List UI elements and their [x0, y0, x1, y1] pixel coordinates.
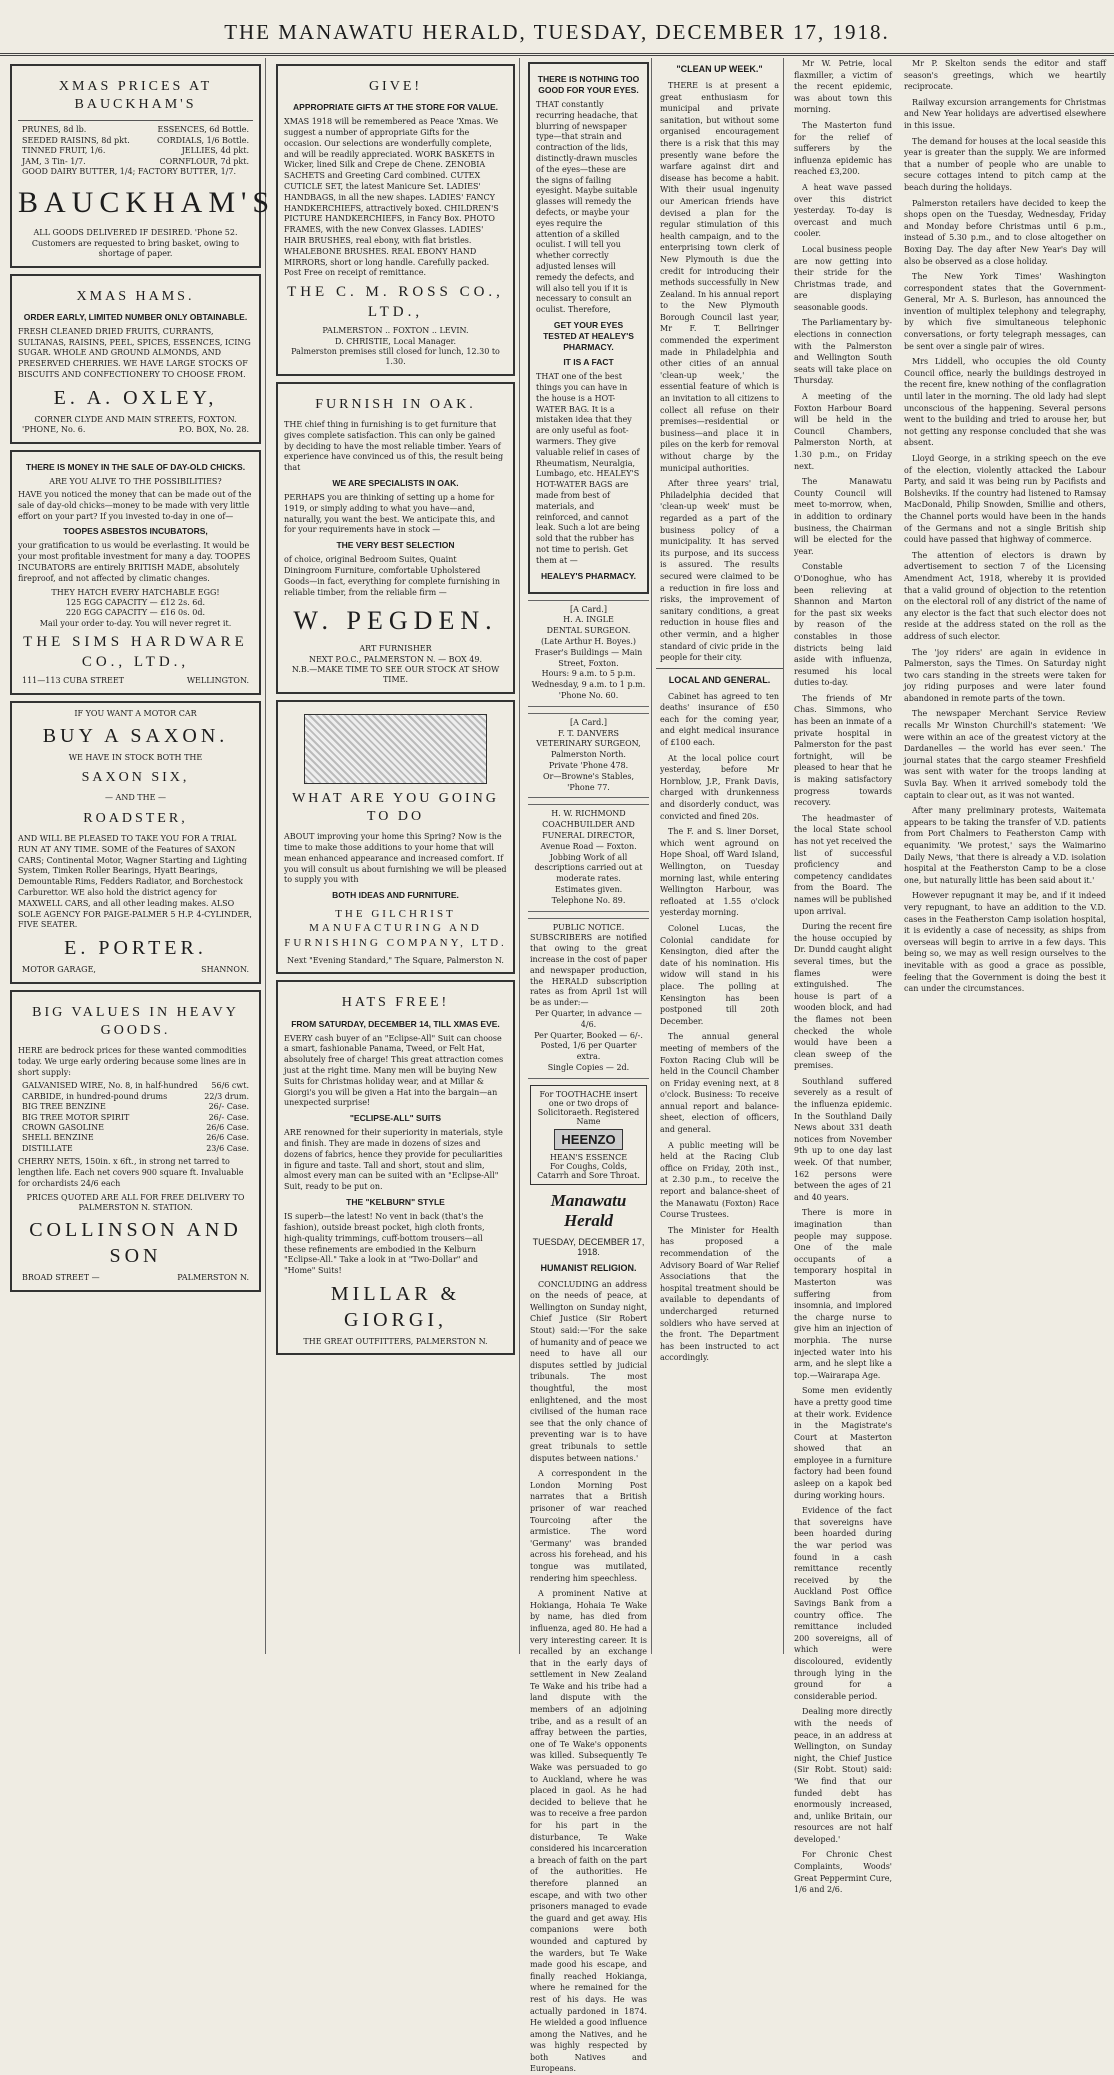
- millar-name: MILLAR & GIORGI,: [330, 1282, 461, 1331]
- column-5: [790, 58, 896, 1895]
- sims-body-2: your gratification to us would be everlasting. It would be your most profitable investment for many a day. TOOPES INCUBATORS are entirely BRITISH MADE, absolutely fireproof, and not affected by climatic changes.: [18, 541, 251, 583]
- paragraph: Mr W. Petrie, local flaxmiller, a victim of the recent epidemic, was about town this morning.: [794, 59, 892, 115]
- sims-ad: [10, 450, 261, 695]
- notice-title: PUBLIC NOTICE.: [552, 922, 625, 932]
- porter-roadster: ROADSTER,: [83, 810, 188, 826]
- price-row: BIG TREE MOTOR SPIRIT 26/- Case.: [22, 1112, 249, 1122]
- porter-caption: IF YOU WANT A MOTOR CAR: [74, 708, 197, 718]
- millar-body-3: IS superb—the latest! No vent in back (that's the fashion), outside breast pocket, high cloth fronts, high-quality trimmings, cuff-bottom trousers—all these refinements are embodied in the Kelburn "Eclipse-All." Take a look in at "Two-Dollar" and "Home" Suits!: [284, 1212, 485, 1276]
- richmond-trade: COACHBUILDER AND FUNERAL DIRECTOR,: [542, 820, 635, 840]
- pegden-address: NEXT P.O.C., PALMERSTON N. — BOX 49.: [308, 654, 483, 664]
- price-row: SEEDED RAISINS, 8d pkt. CORDIALS, 1/6 Bottle.: [22, 135, 249, 145]
- sims-mail: Mail your order to-day. You will never regret it.: [39, 618, 232, 628]
- ross-ad: [276, 64, 515, 376]
- oxley-subtitle: ORDER EARLY, LIMITED NUMBER ONLY OBTAINABLE.: [23, 311, 248, 322]
- pegden-note: N.B.—MAKE TIME TO SEE OUR STOCK AT SHOW TIME.: [291, 664, 500, 685]
- sims-price-1: 125 EGG CAPACITY — £12 2s. 6d.: [65, 597, 206, 607]
- porter-body: AND WILL BE PLEASED TO TAKE YOU FOR A TRIAL RUN AT ANY TIME. SOME of the Features of SAXON CARS; Continental Motor, Wagner Starting and Lighting System, Timken Roller Bearings, Hyatt Bearings, Demountable Rims, Fedders Radiator, and Borchestock Carburettor. WE also hold the district agency for MAXWELL CARS, and all other leading makes. ALSO SOLE AGENCY FOR PAIGE-PALMER 5 H.P. 4-CYLINDER, FIVE SEATER.: [18, 834, 252, 930]
- newspaper-title: THE MANAWATU HERALD, TUESDAY, DECEMBER 17, 1918.: [224, 20, 890, 44]
- paragraph: The demand for houses at the local seaside this year is greater than the supply. We are informed that a number of people who are unable to secure cottages intend to pitch camp at the beach during the holidays.: [904, 136, 1106, 192]
- paragraph: The friends of Mr Chas. Simmons, who has been an inmate of a private hospital in Palmerston for the past fortnight, will be pleased to hear that he is making satisfactory progress towards recovery.: [794, 693, 892, 808]
- price-row: DISTILLATE 23/6 Case.: [22, 1143, 249, 1153]
- paragraph: Palmerston retailers have decided to keep the shops open on the Tuesday, Wednesday, Friday and Monday before Christmas until 6 p.m., instead of 5.30 p.m., and to close altogether on Boxing Day. The day after New Year's Day will also be observed as a close holiday.: [904, 198, 1106, 266]
- masthead: [0, 0, 1114, 56]
- porter-six: SAXON SIX,: [81, 770, 190, 786]
- richmond-phone: Telephone No. 89.: [551, 895, 626, 905]
- millar-title: HATS FREE!: [341, 995, 450, 1011]
- danvers-trade: VETERINARY SURGEON,: [536, 739, 641, 749]
- sims-price-2: 220 EGG CAPACITY — £16 0s. 0d.: [65, 608, 206, 618]
- ingle-hours: Hours: 9 a.m. to 5 p.m. Wednesday, 9 a.m. to 1 p.m.: [531, 669, 646, 690]
- column-6: [900, 58, 1110, 1654]
- paragraph: A heat wave passed over this district yesterday. To-day is overcast and much cooler.: [794, 182, 892, 239]
- danvers-town: Palmerston North.: [551, 750, 626, 760]
- healey-caption: GET YOUR EYES TESTED AT HEALEY'S PHARMACY.: [543, 320, 634, 353]
- danvers-alt-phone: Or—Browne's Stables, 'Phone 77.: [542, 771, 634, 792]
- millar-body: EVERY cash buyer of an "Eclipse-All" Suit can choose a smart, fashionable Panama, Tweed, or Felt Hat, absolutely free of charge! This great attraction comes just at the right time. Many men will be buying New Suits for Christmas holiday wear, and at Millar & Giorgi's you will be given a Hat into the bargain—an unexpected surprise!: [284, 1033, 504, 1108]
- healey-body: THAT constantly recurring headache, that blurring of newspaper type—that strain and contraction of the lids, distinctly-drawn muscles of the eyes—these are the signs of failing eyesight. Maybe suitable glasses will remedy the defects, or maybe your eyes require the attention of a skilled oculist. I will tell you whether correctly adjusted lenses will remedy the defects, and will also tell you if it is necessary to consult an oculist. Therefore,: [536, 100, 638, 315]
- porter-address: MOTOR GARAGE, SHANNON.: [22, 965, 249, 975]
- porter-and: — AND THE —: [105, 793, 166, 803]
- collinson-cherry: CHERRY NETS, 150in. x 6ft., in strong net tarred to lengthen life. Each net covers 900 square ft. Invaluable for orchardists 24/6 each: [18, 1157, 244, 1188]
- paragraph: The Masterton fund for the relief of sufferers by the influenza epidemic has reached £3,200.: [794, 120, 892, 177]
- ingle-late: (Late Arthur H. Boyes.): [541, 637, 636, 646]
- paragraph: During the recent fire the house occupied by Dr. Dundd caught alight several times, but the flames were extinguished. The house is part of a wooden block, and had the flames not been checked the whole would have been a clean sweep of the premises.: [794, 922, 892, 1071]
- gilchrist-title: WHAT ARE YOU GOING TO DO: [292, 790, 499, 824]
- paragraph: Lloyd George, in a striking speech on the eve of the election, violently attacked the Labour Party, and said it was being run by Pacifists and Bolsheviks. If the country had listened to Ramsay MacDonald, Philip Snowden, Smillie and others, the Channel ports would have been in the hands of the Germans and not a single British ship could have passed that highway of commerce.: [904, 454, 1106, 545]
- richmond-ad: [528, 804, 649, 911]
- paragraph: The Manawatu County Council will meet to-morrow, when, in addition to ordinary business, the Chairman will be elected for the year.: [794, 477, 892, 556]
- toothache-title: For TOOTHACHE insert: [539, 1089, 638, 1099]
- collinson-intro: HERE are bedrock prices for these wanted commodities today. We urge early ordering because some lines are in short supply:: [18, 1046, 247, 1077]
- gilchrist-ad: [276, 700, 515, 975]
- paragraph: Mrs Liddell, who occupies the old County Council office, nearly the buildings destroyed in the recent fire, knew nothing of the conflagration until later in the morning. The old lady had slept unconscious of the happening. Several persons went to the building and tried to arouse her, but not getting any response concluded that she was absent.: [904, 357, 1106, 448]
- paragraph: The headmaster of the local State school has not yet received the list of successful proficiency and competency candidates from the Board. The names will be published upon arrival.: [794, 813, 892, 916]
- paragraph: A public meeting will be held at the Racing Club office on Friday, 20th inst., at 2.30 p.m., to receive the report and balance-sheet of the Manawatu (Foxton) Race Course Trustees.: [660, 1140, 779, 1220]
- paragraph: Cabinet has agreed to ten deaths' insurance of £50 each for the coming year, and eight medical insurance of £100 each.: [660, 691, 779, 748]
- danvers-card: [528, 713, 649, 799]
- paragraph: Colonel Lucas, the Colonial candidate for Kensington, died after the date of his nomination. His widow will stand in his place. The polling at Kensington has been postponed till 20th December.: [660, 923, 779, 1026]
- paragraph: The 'joy riders' are again in evidence in Palmerston, says the Times. On Saturday night two cars standing in the streets were taken for joy riding purposes and were later found abandoned in remote parts of the town.: [904, 647, 1106, 703]
- richmond-estimates: Estimates given.: [554, 884, 623, 894]
- price-row: GOOD DAIRY BUTTER, 1/4; FACTORY BUTTER, 1/7.: [22, 166, 236, 176]
- gilchrist-caption: BOTH IDEAS AND FURNITURE.: [332, 890, 459, 901]
- cleanup-heading: "CLEAN UP WEEK.": [676, 64, 763, 74]
- divider: [656, 668, 783, 669]
- card-label: [A Card.]: [570, 717, 607, 727]
- ingle-trade: DENTAL SURGEON.: [546, 626, 631, 636]
- pegden-caption: WE ARE SPECIALISTS IN OAK.: [332, 477, 459, 488]
- pegden-ad: [276, 382, 515, 694]
- oxley-title: XMAS HAMS.: [76, 288, 195, 304]
- millar-ad: [276, 980, 515, 1355]
- local-general-heading: LOCAL AND GENERAL.: [668, 674, 771, 685]
- paragraph: The Minister for Health has proposed a recommendation of the Advisory Board of War Relief Associations that the hospital treatment should be available to dependants of undercharged returned soldiers who have served at the front. The Department has been instructed to act accordingly.: [660, 1225, 779, 1363]
- millar-caption-3: THE "KELBURN" STYLE: [346, 1197, 445, 1208]
- paragraph: The F. and S. liner Dorset, which went aground on Hope Shoal, off Ward Island, Wellington, on Tuesday morning last, while entering Wellington Harbour, was refloated at 1.55 o'clock yesterday morning.: [660, 827, 779, 918]
- sims-body: HAVE you noticed the money that can be made out of the sale of day-old chicks—money to be made with very little effort on your part? If you invested to-day in one of—: [18, 489, 252, 521]
- porter-name: E. PORTER.: [64, 937, 207, 960]
- gilchrist-body: ABOUT improving your home this Spring? Now is the time to make those additions to your home that will mean enhanced appearance and increased comfort. If you will consult us about furnishing we will be pleased to supply you with: [284, 832, 507, 885]
- oxley-ad: [10, 274, 261, 444]
- toothache-cure: For Coughs, Colds, Catarrh and Sore Throat.: [537, 1161, 640, 1180]
- collinson-name: COLLINSON AND SON: [29, 1219, 242, 1268]
- bauckham-ad: [10, 64, 276, 268]
- sims-hatch: THEY HATCH EVERY HATCHABLE EGG!: [51, 587, 220, 597]
- collinson-address: BROAD STREET — PALMERSTON N.: [22, 1273, 249, 1283]
- sims-name: THE SIMS HARDWARE CO., LTD.,: [23, 634, 248, 670]
- furniture-illustration: [304, 714, 487, 784]
- pegden-caption-2: THE VERY BEST SELECTION: [336, 540, 455, 551]
- ingle-phone: 'Phone No. 60.: [558, 690, 619, 700]
- paragraph: After three years' trial, Philadelphia decided that 'clean-up week' must be regarded as a part of the business policy of a municipality. It has served its purpose, and its success is assured. The results secured were claimed to be a reduction in fire loss and risks, the improvement of sanitary conditions, a great reduction in house flies and other vermin, and a higher standard of civic pride in the people for their city.: [660, 479, 779, 663]
- column-1: [6, 58, 276, 1654]
- sims-subtitle: ARE YOU ALIVE TO THE POSSIBILITIES?: [49, 476, 222, 486]
- collinson-ad: [10, 990, 261, 1292]
- ross-caption: APPROPRIATE GIFTS AT THE STORE FOR VALUE.: [293, 102, 498, 113]
- sims-product: TOOPES ASBESTOS INCUBATORS,: [63, 526, 208, 537]
- paragraph: Evidence of the fact that sovereigns have been hoarded during the war period was found in a cash remittance recently received by the Auckland Post Office Savings Bank from a country office. The remittance included 200 sovereigns, all of which were discoloured, evidently through lying in the ground for a considerable period.: [794, 1506, 892, 1701]
- paragraph: A correspondent in the London Morning Post narrates that a British prisoner of war reached Tourcoing after the armistice. The word 'Germany' was branded across his forehead, and his tongue was mutilated, rendering him speechless.: [530, 1469, 647, 1583]
- herald-logo: Manawatu Herald: [550, 1190, 627, 1230]
- paragraph: At the local police court yesterday, before Mr Hornblow, J.P., Frank Davis, charged with drunkenness and disorderly conduct, was convicted and fined 20s.: [660, 753, 779, 821]
- notice-rate: Single Copies — 2d.: [547, 1062, 630, 1072]
- collinson-items: [18, 1081, 253, 1154]
- danvers-phone: Private 'Phone 478.: [548, 760, 629, 770]
- porter-stock: WE HAVE IN STOCK BOTH THE: [68, 752, 203, 762]
- porter-ad: [10, 701, 261, 984]
- price-row: SHELL BENZINE 26/6 Case.: [22, 1133, 249, 1143]
- paragraph: THERE is at present a great enthusiasm for municipal and private sanitation, but without some organised encouragement there is a risk that this may presently wane before the warfare against dirt and disease has become a habit. With their usual ingenuity our American friends have devised a plan for the regular stimulation of this health campaign, and to the enterprising town clerk of New Plymouth is due the credit for introducing their methods successfully in New Zealand. In his annual report to the New Plymouth Borough Council last year, Mr F. T. Bellringer commended the experiment made in Philadelphia and other cities of an annual 'clean-up week,' the essential feature of which is an invitation to all citizens to collect all refuse on their premises—residential or business—and place it in piles on the kerb for removal without charge by the municipal authorities.: [660, 81, 779, 473]
- price-row: JAM, 3 Tin- 1/7. CORNFLOUR, 7d pkt.: [22, 156, 249, 166]
- paragraph: CONCLUDING an address on the needs of peace, at Wellington on Sunday night, Chief Justice (Sir Robert Stout) said:—'For the sake of humanity and of peace we need to have all our disputes settled by judicial tribunals. The most thoughtful, the most enlightened, and the most civilised of the human race see that the only chance of preventing war is to have great tribunals to settle disputes between nations.': [530, 1279, 647, 1463]
- oxley-body: FRESH CLEANED DRIED FRUITS, CURRANTS, SULTANAS, RAISINS, PEEL, SPICES, ESSENCES, ICING SUGAR. WHOLE AND GROUND ALMONDS, AND PRESERVED CHERRIES. WE HAVE LARGE STOCKS OF BISCUITS AND CONFECTIONERY TO CHOOSE FROM.: [18, 326, 251, 379]
- pegden-body: THE chief thing in furnishing is to get furniture that gives complete satisfaction. This can only be gained by deciding to have the most reliable timber. Years of experience have convinced us of this, the result being that: [284, 419, 504, 473]
- paragraph: The New York Times' Washington correspondent states that the Government-General, Mr A. S. Burleson, has announced the invention of multiplex telephony and telegraphy, by which five simultaneous telephonic conversations, or forty telegraph messages, can be sent over a single pair of wires.: [904, 272, 1106, 351]
- editorial-date: TUESDAY, DECEMBER 17, 1918.: [532, 1236, 645, 1257]
- gilchrist-name: THE GILCHRIST MANUFACTURING AND FURNISHING COMPANY, LTD.: [284, 908, 507, 949]
- paragraph: The annual general meeting of members of the Foxton Racing Club will be held in the Council Chamber on Friday evening next, at 8 o'clock. Business: To receive annual report and balance-sheet, election of officers, and general.: [660, 1032, 779, 1135]
- pegden-title: FURNISH IN OAK.: [315, 396, 476, 412]
- ross-body: XMAS 1918 will be remembered as Peace 'Xmas. We suggest a number of appropriate Gifts for the occasion. Our selections are wonderfully complete, and will be readily appreciated. WORK BASKETS in Wicker, lined Silk and Crepe de Chene. ZENOBIA SACHETS and Greeting Card combined. CUTEX CUTICLE SET, the latest Manicure Set. LADIES' HANDBAGS, in all the new shapes. LADIES' FANCY HANDKERCHIEFS, attractively boxed. CHILDREN'S PICTURE HANDKERCHIEFS, in Fancy Box. PHOTO FRAMES, with the new Convex Glasses. LADIES' HAIR BRUSHES, real ebony, with flat bristles. WHALEBONE BRUSHES. REAL EBONY HAND MIRRORS, short or long handle. Carefully packed. Post Free on receipt of remittance.: [284, 117, 499, 278]
- oxley-contact: 'PHONE, No. 6. P.O. BOX, No. 28.: [22, 425, 249, 435]
- paragraph: The attention of electors is drawn by advertisement to section 7 of the Licensing Amendment Act, 1918, whereby it is provided that a valid ground of objection to the retention on the electoral roll of any district of the name of any elector is the fact that such elector does not reside at the address stated on the roll as the address of such elector.: [904, 550, 1106, 641]
- paragraph: Dealing more directly with the needs of peace, in an address at Wellington, on Sunday night, the Chief Justice (Sir Robt. Stout) said: 'We find that our funded debt has enormously increased, and, unlike Britain, our resources are not half developed.': [794, 1707, 892, 1844]
- heenzo-logo: HEENZO: [554, 1129, 622, 1150]
- paragraph: However repugnant it may be, and if it indeed very repugnant, to have an addition to the V.D. cases in the Featherston Camp isolation hospital, it is evidently a case of necessity, as ships from overseas will begin to arrive in a few days. This being so, we may as well resign ourselves to the inevitable with as good a grace as possible, feeling that the Government is doing the best it can under the circumstances.: [904, 891, 1106, 994]
- column-4: [656, 58, 784, 1654]
- toothache-sub: HEAN'S ESSENCE: [549, 1152, 628, 1162]
- price-row: CROWN GASOLINE 26/6 Case.: [22, 1122, 249, 1132]
- healey-body-2: THAT one of the best things you can have in the house is a HOT-WATER BAG. It is a mistaken idea that they are only useful as foot-warmers. They give valuable relief in cases of Rheumatism, Neuralgia, Lumbago, etc. HEALEY'S HOT-WATER BAGS are made from best of materials, and reinforced, and cannot leak. Such a lot are being sold that the rubber has not time to perish. Get them at —: [536, 372, 640, 565]
- price-row: BIG TREE BENZINE 26/- Case.: [22, 1102, 249, 1112]
- paragraph: Local business people are now getting into their stride for the Christmas trade, and are displaying seasonable goods.: [794, 244, 892, 312]
- collinson-title: BIG VALUES IN HEAVY GOODS.: [32, 1004, 239, 1038]
- paragraph: A prominent Native at Hokianga, Hohaia Te Wake by name, has died from influenza, aged 80. He had a very interesting career. It is recalled by an exchange that in the early days of settlement in New Zealand Te Wake and his tribe had a land dispute with the members of an adjoining tribe, and as a result of an affray between the parties, one of Te Wake's opponents was killed. Subsequently Te Wake was persuaded to go to Auckland, where he was placed in gaol. As he had decided to believe that he was to receive a free pardon for his part in the disturbance, Te Wake considered his incarceration a breach of faith on the part of the authorities. He therefore planned an escape, and with two other prisoners managed to evade the guard and get away. His companions were both wounded and captured by the warders, but Te Wake made good his escape, and finally reached Hokianga, where he remained for the rest of his days. He was actually pardoned in 1874. He wielded a good influence among the Natives, and he was highly respected by both Natives and Europeans.: [530, 1589, 647, 2074]
- divider: [18, 120, 253, 121]
- paragraph: There is more in imagination than people may suppose. One of the male occupants of a temporary hospital in Masterton was suffering from insomnia, and implored the charge nurse to give him an injection of morphia. The nurse injected water into his arm, and he slept like a top.—Wairarapa Age.: [794, 1208, 892, 1380]
- editorial-heading: HUMANIST RELIGION.: [540, 1262, 637, 1273]
- sims-address: 111—113 CUBA STREET WELLINGTON.: [22, 676, 249, 686]
- millar-body-2: ARE renowned for their superiority in materials, style and finish. They are made in dozens of sizes and dozens of fabrics, hence they provide for peculiarities in figure and taste. Tall and short, stout and slim, almost every man can be suited with an "Eclipse-All" Suit, ready to be put on.: [284, 1128, 503, 1192]
- danvers-name: F. T. DANVERS: [558, 728, 619, 738]
- pegden-body-3: of choice, original Bedroom Suites, Quaint Diningroom Furniture, comfortable Upholstered Goods—in fact, everything for complete furnishing in reliable timber, from the reliable firm —: [284, 555, 501, 597]
- ingle-name: H. A. INGLE: [563, 615, 614, 625]
- paragraph: Railway excursion arrangements for Christmas and New Year holidays are advertised elsewhere in this issue.: [904, 97, 1106, 130]
- paragraph: The Parliamentary by-elections in connection with the Palmerston and Wellington South seats will take place on Thursday.: [794, 318, 892, 386]
- paragraph: Mr P. Skelton sends the editor and staff season's greetings, which we heartily reciprocate.: [904, 59, 1106, 92]
- sims-title: THERE IS MONEY IN THE SALE OF DAY-OLD CHICKS.: [25, 461, 246, 472]
- bauckham-title: XMAS PRICES AT BAUCKHAM'S: [58, 79, 213, 113]
- notice-body: SUBSCRIBERS are notified that owing to the great increase in the cost of paper and newspaper production, the HERALD subscription rates as from April 1st will be as under:—: [530, 933, 647, 1008]
- collinson-free: PRICES QUOTED ARE ALL FOR FREE DELIVERY TO PALMERSTON N. STATION.: [26, 1192, 245, 1212]
- paragraph: Some men evidently have a pretty good time at their work. Evidence in the Magistrate's Court at Masterton showed that an employee in a furniture factory had been found asleep on a kapok bed during working hours.: [794, 1386, 892, 1500]
- public-notice: [528, 918, 649, 1079]
- millar-caption-2: "ECLIPSE-ALL" SUITS: [349, 1113, 442, 1124]
- ingle-card: [528, 600, 649, 707]
- richmond-address: Avenue Road — Foxton.: [540, 841, 637, 851]
- ross-title: GIVE!: [368, 79, 423, 94]
- ross-manager: D. CHRISTIE, Local Manager.: [334, 336, 457, 346]
- price-row: CARBIDE, in hundred-pound drums 22/3 drum.: [22, 1091, 249, 1101]
- notice-rate: Posted, 1/6 per Quarter extra.: [540, 1041, 637, 1062]
- paragraph: A meeting of the Foxton Harbour Board will be held in the Council Chambers, Palmerston North, at 1.30 p.m., on Friday next.: [794, 392, 892, 471]
- richmond-body: Jobbing Work of all descriptions carried out at moderate rates.: [534, 852, 643, 884]
- millar-tagline: THE GREAT OUTFITTERS, PALMERSTON N.: [303, 1336, 488, 1346]
- porter-title: BUY A SAXON.: [42, 724, 229, 747]
- column-3: [526, 58, 652, 2074]
- toothache-body: one or two drops of Solicitoraeth. Registered Name: [537, 1098, 640, 1126]
- millar-caption: FROM SATURDAY, DECEMBER 14, TILL XMAS EVE.: [291, 1018, 500, 1029]
- ingle-address: Fraser's Buildings — Main Street, Foxton.: [534, 647, 643, 668]
- column-2: [272, 58, 520, 1654]
- price-row: PRUNES, 8d lb. ESSENCES, 6d Bottle.: [22, 125, 249, 135]
- paragraph: Southland suffered severely as a result of the influenza epidemic. In the Southland Daily News about 331 death notices from November 9th up to one day last week. Of that number, 162 persons were between the ages of 21 and 40 years.: [794, 1076, 892, 1202]
- price-row: TINNED FRUIT, 1/6. JELLIES, 4d pkt.: [22, 146, 249, 156]
- cleanup-text: [656, 80, 783, 664]
- news-text: [790, 58, 896, 1896]
- ross-closed: Palmerston premises still closed for lunch, 12.30 to 1.30.: [291, 346, 500, 367]
- editorial-text: [526, 1279, 651, 2075]
- healey-ad: [528, 62, 649, 594]
- healey-name: HEALEY'S PHARMACY.: [540, 570, 637, 581]
- card-label: [A Card.]: [570, 604, 607, 614]
- gilchrist-address: Next "Evening Standard," The Square, Palmerston N.: [287, 956, 504, 966]
- toothache-ad: [530, 1085, 647, 1185]
- notice-rate: Per Quarter, in advance — 4/6.: [535, 1008, 642, 1029]
- local-general-text: [656, 691, 783, 1364]
- ross-towns: PALMERSTON .. FOXTON .. LEVIN.: [322, 326, 469, 336]
- paragraph: For Chronic Chest Complaints, Woods' Great Peppermint Cure, 1/6 and 2/6.: [794, 1850, 892, 1895]
- paragraph: The newspaper Merchant Service Review recalls Mr Winston Churchill's statement: 'We were within an ace of the greatest victory at the Dardanelles — the world has ever seen.' The journal states that the cargo steamer Freshfield was sent with water for the troops landing at Suvla Bay. When it arrived somebody told the captain to clear out, as it was not wanted.: [904, 709, 1106, 800]
- healey-fact: IT IS A FACT: [563, 357, 614, 368]
- pegden-body-2: PERHAPS you are thinking of setting up a home for 1919, or simply adding to what you have—and, naturally, you want the best. We anticipate this, and for your requirements have in stock —: [284, 492, 496, 535]
- oxley-address: CORNER CLYDE AND MAIN STREETS, FOXTON.: [34, 414, 237, 424]
- oxley-name: E. A. OXLEY,: [53, 386, 218, 409]
- paragraph: After many preliminary protests, Waitemata appears to be taking the transfer of V.D. patients from Port Chalmers to Featherston Camp with equanimity. 'We protest,' says the Waimarino Daily News, 'that there is already a V.D. isolation hospital at the Featherston Camp to be a close one, but naturally little has been said about it.': [904, 806, 1106, 885]
- notice-rate: Per Quarter, Booked — 6/-.: [534, 1030, 643, 1040]
- richmond-name: H. W. RICHMOND: [551, 809, 626, 819]
- bauckham-delivery: ALL GOODS DELIVERED IF DESIRED. 'Phone 52.: [33, 228, 238, 238]
- news-text: [900, 58, 1110, 995]
- pegden-trade: ART FURNISHER: [359, 644, 432, 654]
- ross-name: THE C. M. ROSS CO., LTD.,: [287, 284, 504, 320]
- pegden-name: W. PEGDEN.: [293, 606, 498, 636]
- bauckham-name: BAUCKHAM'S: [18, 186, 276, 220]
- paragraph: Constable O'Donoghue, who has been relieving at Shannon and Marton for the past six weeks by reason of the constables in those districts being laid aside with influenza, resumed his local duties to-day.: [794, 562, 892, 688]
- healey-title: THERE IS NOTHING TOO GOOD FOR YOUR EYES.: [537, 74, 640, 96]
- bauckham-price-list: [18, 125, 253, 177]
- bauckham-note: Customers are requested to bring basket, owing to shortage of paper.: [31, 238, 240, 259]
- price-row: GALVANISED WIRE, No. 8, in half-hundred 56/6 cwt.: [22, 1081, 249, 1091]
